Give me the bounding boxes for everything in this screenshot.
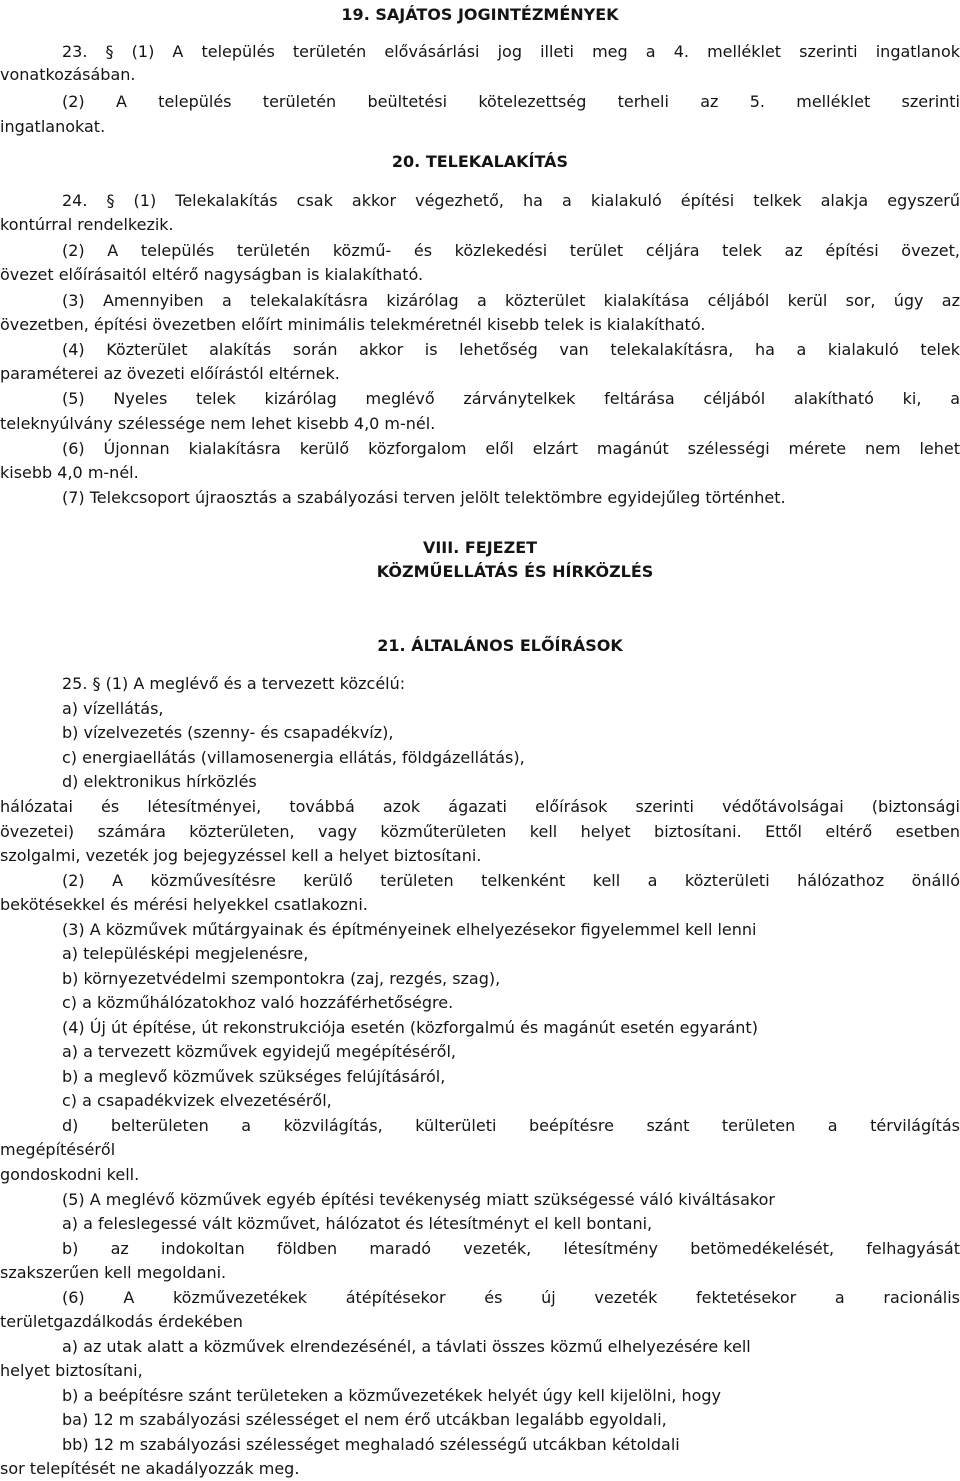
text-line: 24. § (1) Telekalakítás csak akkor végezhető, ha a kialakuló építési telkek alakja egyszerű [62, 191, 960, 210]
text-line: sor telepítését ne akadályozzák meg. [0, 1459, 300, 1478]
section-heading: 21. ÁLTALÁNOS ELŐÍRÁSOK [377, 636, 623, 655]
text-line: b) a beépítésre szánt területeken a közművezetékek helyét úgy kell kijelölni, hogy [62, 1386, 721, 1405]
text-line: b) környezetvédelmi szempontokra (zaj, rezgés, szag), [62, 969, 501, 988]
text-line: 23. § (1) A település területén elővásárlási jog illeti meg a 4. melléklet szerinti ingatlanok [62, 42, 960, 61]
text-line: (5) Nyeles telek kizárólag meglévő zárványtelkek feltárása céljából alakítható ki, a [62, 389, 960, 408]
text-line: (4) Közterület alakítás során akkor is lehetőség van telekalakításra, ha a kialakuló telek [62, 340, 960, 359]
text-line: a) az utak alatt a közművek elrendezésénél, a távlati összes közmű elhelyezésére kell [62, 1337, 751, 1356]
text-line: gondoskodni kell. [0, 1165, 140, 1184]
section-heading: VIII. FEJEZET [422, 538, 538, 557]
text-line: helyet biztosítani, [0, 1361, 143, 1380]
text-line: övezetei) számára közterületen, vagy közműterületen kell helyet biztosítani. Ettől eltérő esetben [0, 822, 960, 841]
text-line: a) vízellátás, [62, 699, 164, 718]
text-line: (6) A közművezetékek átépítésekor és új vezeték fektetésekor a racionális [62, 1288, 960, 1307]
text-line: övezet előírásaitól eltérő nagyságban is kialakítható. [0, 265, 424, 284]
text-line: övezetben, építési övezetben előírt minimális telekméretnél kisebb telek is kialakítható. [0, 315, 706, 334]
text-line: teleknyúlvány szélessége nem lehet kisebb 4,0 m-nél. [0, 414, 436, 433]
section-heading: 20. TELEKALAKÍTÁS [391, 152, 569, 171]
text-line: d) belterületen a közvilágítás, külterületi beépítésre szánt területen a térvilágítás [62, 1116, 960, 1135]
text-line: paraméterei az övezeti előírástól eltérnek. [0, 364, 340, 383]
text-line: (4) Új út építése, út rekonstrukciója esetén (közforgalmú és magánút esetén egyaránt) [62, 1018, 758, 1037]
text-line: bekötésekkel és mérési helyekkel csatlakozni. [0, 895, 368, 914]
text-line: kisebb 4,0 m-nél. [0, 463, 139, 482]
text-line: kontúrral rendelkezik. [0, 215, 174, 234]
text-line: a) a feleslegessé vált közművet, hálózatot és létesítményt el kell bontani, [62, 1214, 653, 1233]
text-line: a) településképi megjelenésre, [62, 944, 309, 963]
text-line: 25. § (1) A meglévő és a tervezett közcélú: [62, 674, 406, 693]
text-line: d) elektronikus hírközlés [62, 772, 257, 791]
text-line: c) energiaellátás (villamosenergia ellátás, földgázellátás), [62, 748, 525, 767]
text-line: területgazdálkodás érdekében [0, 1312, 243, 1331]
text-line: (6) Újonnan kialakításra kerülő közforgalom elől elzárt magánút szélességi mérete nem lehet [62, 439, 960, 458]
section-heading: 19. SAJÁTOS JOGINTÉZMÉNYEK [341, 5, 619, 24]
text-line: hálózatai és létesítményei, továbbá azok ágazati előírások szerinti védőtávolságai (biztonsági [0, 797, 960, 816]
text-line: bb) 12 m szabályozási szélességet meghaladó szélességű utcákban kétoldali [62, 1435, 680, 1454]
text-line: b) az indokoltan földben maradó vezeték, létesítmény betömedékelését, felhagyását [62, 1239, 960, 1258]
text-line: b) vízelvezetés (szenny- és csapadékvíz), [62, 723, 394, 742]
text-line: (3) Amennyiben a telekalakításra kizárólag a közterület kialakítása céljából kerül sor, úgy az [62, 291, 960, 310]
text-line: szolgalmi, vezeték jog bejegyzéssel kell a helyet biztosítani. [0, 846, 482, 865]
text-line: a) a tervezett közművek egyidejű megépítéséről, [62, 1042, 456, 1061]
text-line: megépítéséről [0, 1140, 116, 1159]
text-line: (2) A település területén közmű- és közlekedési terület céljára telek az építési övezet, [62, 241, 960, 260]
text-line: (2) A település területén beültetési kötelezettség terheli az 5. melléklet szerinti [62, 92, 960, 111]
text-line: c) a csapadékvizek elvezetéséről, [62, 1091, 332, 1110]
text-line: vonatkozásában. [0, 65, 136, 84]
text-line: (7) Telekcsoport újraosztás a szabályozási terven jelölt telektömbre egyidejűleg történhet. [62, 488, 786, 507]
text-line: ba) 12 m szabályozási szélességet el nem érő utcákban legalább egyoldali, [62, 1410, 667, 1429]
text-line: (3) A közművek műtárgyainak és építményeinek elhelyezésekor figyelemmel kell lenni [62, 920, 757, 939]
text-line: szakszerűen kell megoldani. [0, 1263, 227, 1282]
text-line: c) a közműhálózatokhoz való hozzáférhetőségre. [62, 993, 454, 1012]
text-line: (5) A meglévő közművek egyéb építési tevékenység miatt szükségessé váló kiváltásakor [62, 1190, 775, 1209]
text-line: (2) A közművesítésre kerülő területen telkenként kell a közterületi hálózathoz önálló [62, 871, 960, 890]
text-line: b) a meglevő közművek szükséges felújításáról, [62, 1067, 446, 1086]
section-heading: KÖZMŰELLÁTÁS ÉS HÍRKÖZLÉS [376, 562, 654, 581]
text-line: ingatlanokat. [0, 117, 106, 136]
